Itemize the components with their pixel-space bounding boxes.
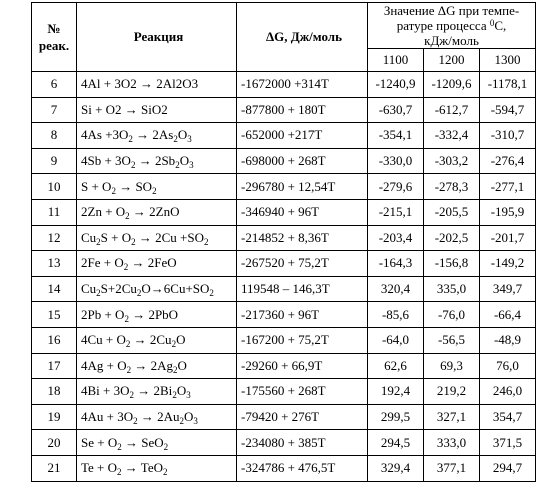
reaction-text: → 2As — [132, 127, 174, 143]
reaction-subscript: 2 — [171, 339, 177, 350]
reaction-subscript: 2 — [163, 441, 169, 452]
delta-g-value-1100: 320,4 — [368, 276, 424, 302]
delta-g-value-1300: -276,4 — [480, 148, 536, 174]
delta-g-value-1300: 76,0 — [480, 353, 536, 379]
header-row — [32, 3, 536, 49]
delta-g-formula: -296780 + 12,54T — [237, 174, 368, 200]
reaction-text: Se + O — [81, 434, 118, 450]
delta-g-value-1300: 354,7 — [480, 404, 536, 430]
table-row — [32, 276, 536, 302]
reaction-subscript: 2 — [152, 185, 157, 196]
header-values-line1: Значение ΔG при темпе- — [383, 3, 520, 18]
reaction-subscript: 2 — [125, 211, 130, 222]
reaction-subscript: 2 — [163, 467, 168, 478]
reaction-number: 17 — [32, 353, 77, 379]
reaction-subscript: 2 — [173, 364, 178, 375]
reaction-equation — [77, 455, 237, 481]
delta-g-value-1100: 294,5 — [368, 430, 424, 456]
reaction-text: → 2FeO — [128, 255, 177, 271]
delta-g-value-1200: -156,8 — [424, 251, 480, 277]
table-body — [32, 72, 536, 482]
reaction-number: 20 — [32, 430, 77, 456]
reaction-subscript: 2 — [96, 288, 101, 299]
reaction-text: S + O — [81, 178, 112, 194]
table-row — [32, 353, 536, 379]
reaction-text: O — [184, 409, 194, 425]
reaction-subscript: 3 — [187, 134, 192, 145]
delta-g-value-1300: -66,4 — [480, 302, 536, 328]
reaction-subscript: 2 — [136, 288, 142, 299]
header-temp-1200: 1200 — [424, 49, 480, 72]
reaction-subscript: 2 — [117, 441, 122, 452]
delta-g-value-1100: -64,0 — [368, 327, 424, 353]
delta-g-value-1300: -1178,1 — [480, 72, 536, 98]
delta-g-value-1100: -354,1 — [368, 123, 424, 149]
delta-g-formula: -79420 + 276T — [237, 404, 368, 430]
reaction-text: Cu — [81, 281, 97, 297]
table-row — [32, 123, 536, 149]
reaction-text: 4Sb + 3O — [81, 153, 131, 169]
header-reaction: Реакция — [77, 3, 237, 72]
delta-g-value-1200: -612,7 — [424, 97, 480, 123]
delta-g-formula: -267520 + 75,2T — [237, 251, 368, 277]
reaction-number: 21 — [32, 455, 77, 481]
header-values-line3: кДж/моль — [424, 33, 479, 48]
reaction-number: 18 — [32, 379, 77, 405]
reaction-text: → 2Sb — [135, 153, 176, 169]
delta-g-formula: -324786 + 476,5T — [237, 455, 368, 481]
reaction-text: → 2Ag — [131, 357, 173, 373]
delta-g-value-1300: -201,7 — [480, 225, 536, 251]
table-row — [32, 174, 536, 200]
table-row — [32, 148, 536, 174]
delta-g-value-1200: 335,0 — [424, 276, 480, 302]
reaction-text: Si + O2 → SiO2 — [81, 101, 168, 117]
reaction-text: → 2Cu — [130, 332, 172, 348]
delta-g-formula: -29260 + 66,9T — [237, 353, 368, 379]
reaction-number: 12 — [32, 225, 77, 251]
reaction-equation — [77, 404, 237, 430]
delta-g-formula: -217360 + 96T — [237, 302, 368, 328]
reaction-equation — [77, 123, 237, 149]
delta-g-formula: -698000 + 268T — [237, 148, 368, 174]
header-number — [32, 3, 77, 72]
table-row — [32, 327, 536, 353]
reaction-subscript: 2 — [133, 416, 138, 427]
delta-g-value-1100: 62,6 — [368, 353, 424, 379]
delta-g-value-1100: -330,0 — [368, 148, 424, 174]
reaction-text: O→6Cu+SO — [141, 281, 210, 297]
gibbs-energy-table — [31, 2, 536, 482]
delta-g-value-1200: -332,4 — [424, 123, 480, 149]
delta-g-value-1200: 219,2 — [424, 379, 480, 405]
reaction-equation — [77, 225, 237, 251]
reaction-text: 2Pb + O — [81, 306, 125, 322]
delta-g-value-1300: -594,7 — [480, 97, 536, 123]
reaction-number: 16 — [32, 327, 77, 353]
reaction-subscript: 2 — [209, 288, 214, 299]
delta-g-value-1100: 299,5 — [368, 404, 424, 430]
delta-g-value-1200: 327,1 — [424, 404, 480, 430]
reaction-subscript: 2 — [123, 262, 129, 273]
delta-g-value-1300: -277,1 — [480, 174, 536, 200]
reaction-number: 15 — [32, 302, 77, 328]
reaction-number: 14 — [32, 276, 77, 302]
table-row — [32, 97, 536, 123]
delta-g-formula: -214852 + 8,36T — [237, 225, 368, 251]
delta-g-formula: -346940 + 96T — [237, 199, 368, 225]
reaction-equation — [77, 430, 237, 456]
reaction-text: O — [176, 383, 187, 399]
delta-g-value-1100: 329,4 — [368, 455, 424, 481]
reaction-text: → 2ZnO — [129, 204, 180, 220]
header-number-abbrev: реак. — [38, 38, 70, 53]
table-row — [32, 251, 536, 277]
delta-g-value-1100: -1240,9 — [368, 72, 424, 98]
delta-g-formula: 119548 – 146,3T — [237, 276, 368, 302]
reaction-text: 4Au + 3O — [81, 409, 134, 425]
reaction-equation — [77, 327, 237, 353]
reaction-text: → TeO — [121, 460, 163, 476]
delta-g-value-1200: -278,3 — [424, 174, 480, 200]
reaction-text: 4Al + 3O2 → 2Al2O3 — [81, 76, 199, 92]
reaction-equation — [77, 199, 237, 225]
reaction-subscript: 2 — [179, 416, 184, 427]
delta-g-value-1200: 333,0 — [424, 430, 480, 456]
reaction-number: 6 — [32, 72, 77, 98]
reaction-subscript: 2 — [125, 339, 131, 350]
reaction-text: Te + O — [81, 460, 118, 476]
reaction-text: → 2Bi — [134, 383, 173, 399]
delta-g-value-1200: -76,0 — [424, 302, 480, 328]
reaction-text: O — [177, 127, 188, 143]
delta-g-formula: -652000 +217T — [237, 123, 368, 149]
delta-g-value-1300: 246,0 — [480, 379, 536, 405]
table-row — [32, 379, 536, 405]
header-values — [368, 3, 536, 49]
delta-g-value-1300: -48,9 — [480, 327, 536, 353]
delta-g-value-1200: -303,2 — [424, 148, 480, 174]
table-row — [32, 199, 536, 225]
delta-g-value-1100: -203,4 — [368, 225, 424, 251]
reaction-subscript: 2 — [175, 160, 180, 171]
reaction-subscript: 2 — [204, 236, 209, 247]
reaction-subscript: 2 — [117, 467, 122, 478]
delta-g-value-1200: 69,3 — [424, 353, 480, 379]
delta-g-value-1100: -85,6 — [368, 302, 424, 328]
delta-g-value-1300: 371,5 — [480, 430, 536, 456]
delta-g-value-1300: -195,9 — [480, 199, 536, 225]
delta-g-formula: -167200 + 75,2T — [237, 327, 368, 353]
table-header — [32, 3, 536, 72]
delta-g-value-1100: 192,4 — [368, 379, 424, 405]
delta-g-value-1200: 377,1 — [424, 455, 480, 481]
delta-g-value-1100: -215,1 — [368, 199, 424, 225]
reaction-text: O — [177, 357, 187, 373]
reaction-number: 9 — [32, 148, 77, 174]
header-values-line2-unit: С, — [494, 18, 507, 33]
delta-g-value-1200: -56,5 — [424, 327, 480, 353]
delta-g-formula: -175560 + 268T — [237, 379, 368, 405]
header-values-degree: 0 — [489, 18, 495, 28]
reaction-equation — [77, 251, 237, 277]
header-temp-1300: 1300 — [480, 49, 536, 72]
reaction-text: Cu — [81, 229, 97, 245]
delta-g-value-1100: -630,7 — [368, 97, 424, 123]
reaction-subscript: 3 — [186, 390, 191, 401]
reaction-subscript: 2 — [111, 185, 116, 196]
reaction-subscript: 3 — [189, 160, 194, 171]
delta-g-value-1300: 349,7 — [480, 276, 536, 302]
reaction-subscript: 2 — [96, 236, 101, 247]
header-values-line2-text: ратуре процесса — [396, 18, 490, 33]
table-row — [32, 455, 536, 481]
reaction-subscript: 2 — [128, 134, 133, 145]
reaction-number: 13 — [32, 251, 77, 277]
reaction-subscript: 2 — [131, 236, 136, 247]
reaction-equation — [77, 174, 237, 200]
reaction-text: 4Bi + 3O — [81, 383, 130, 399]
reaction-equation — [77, 97, 237, 123]
reaction-text: 4Cu + O — [81, 332, 126, 348]
reaction-subscript: 2 — [172, 390, 177, 401]
delta-g-value-1300: 294,7 — [480, 455, 536, 481]
delta-g-value-1200: -202,5 — [424, 225, 480, 251]
header-number-symbol: № — [47, 21, 61, 36]
reaction-subscript: 2 — [129, 390, 135, 401]
delta-g-value-1300: -310,7 — [480, 123, 536, 149]
reaction-text: O — [176, 332, 186, 348]
delta-g-formula: -1672000 +314T — [237, 72, 368, 98]
reaction-number: 11 — [32, 199, 77, 225]
reaction-equation — [77, 72, 237, 98]
header-delta-g: ΔG, Дж/моль — [237, 3, 368, 72]
reaction-number: 10 — [32, 174, 77, 200]
reaction-text: O — [179, 153, 190, 169]
reaction-text: 4As +3O — [81, 127, 129, 143]
table-row — [32, 225, 536, 251]
delta-g-formula: -234080 + 385T — [237, 430, 368, 456]
reaction-text: S + O — [100, 229, 132, 245]
reaction-text: 2Fe + O — [81, 255, 124, 271]
reaction-number: 19 — [32, 404, 77, 430]
reaction-subscript: 3 — [193, 416, 198, 427]
delta-g-formula: -877800 + 180T — [237, 97, 368, 123]
reaction-subscript: 2 — [126, 364, 132, 375]
reaction-text: → 2Cu +SO — [135, 229, 204, 245]
reaction-text: → 2PbO — [128, 306, 179, 322]
delta-g-value-1200: -1209,6 — [424, 72, 480, 98]
reaction-subscript: 2 — [130, 160, 136, 171]
reaction-text: → 2Au — [137, 409, 180, 425]
table-row — [32, 72, 536, 98]
table-row — [32, 302, 536, 328]
reaction-number: 8 — [32, 123, 77, 149]
reaction-text: 2Zn + O — [81, 204, 126, 220]
reaction-equation — [77, 148, 237, 174]
reaction-text: 4Ag + O — [81, 357, 127, 373]
header-temp-1100: 1100 — [368, 49, 424, 72]
delta-g-value-1100: -164,3 — [368, 251, 424, 277]
reaction-subscript: 2 — [173, 134, 178, 145]
reaction-text: → SO — [115, 178, 153, 194]
delta-g-value-1100: -279,6 — [368, 174, 424, 200]
delta-g-value-1300: -149,2 — [480, 251, 536, 277]
delta-g-value-1200: -205,5 — [424, 199, 480, 225]
reaction-subscript: 2 — [124, 313, 129, 324]
reaction-equation — [77, 353, 237, 379]
reaction-number: 7 — [32, 97, 77, 123]
reaction-equation — [77, 302, 237, 328]
reaction-equation — [77, 379, 237, 405]
table-row — [32, 430, 536, 456]
reaction-equation — [77, 276, 237, 302]
reaction-text: → SeO — [121, 434, 164, 450]
table-row — [32, 404, 536, 430]
reaction-text: S+2Cu — [100, 281, 137, 297]
header-values-line2 — [368, 18, 535, 33]
